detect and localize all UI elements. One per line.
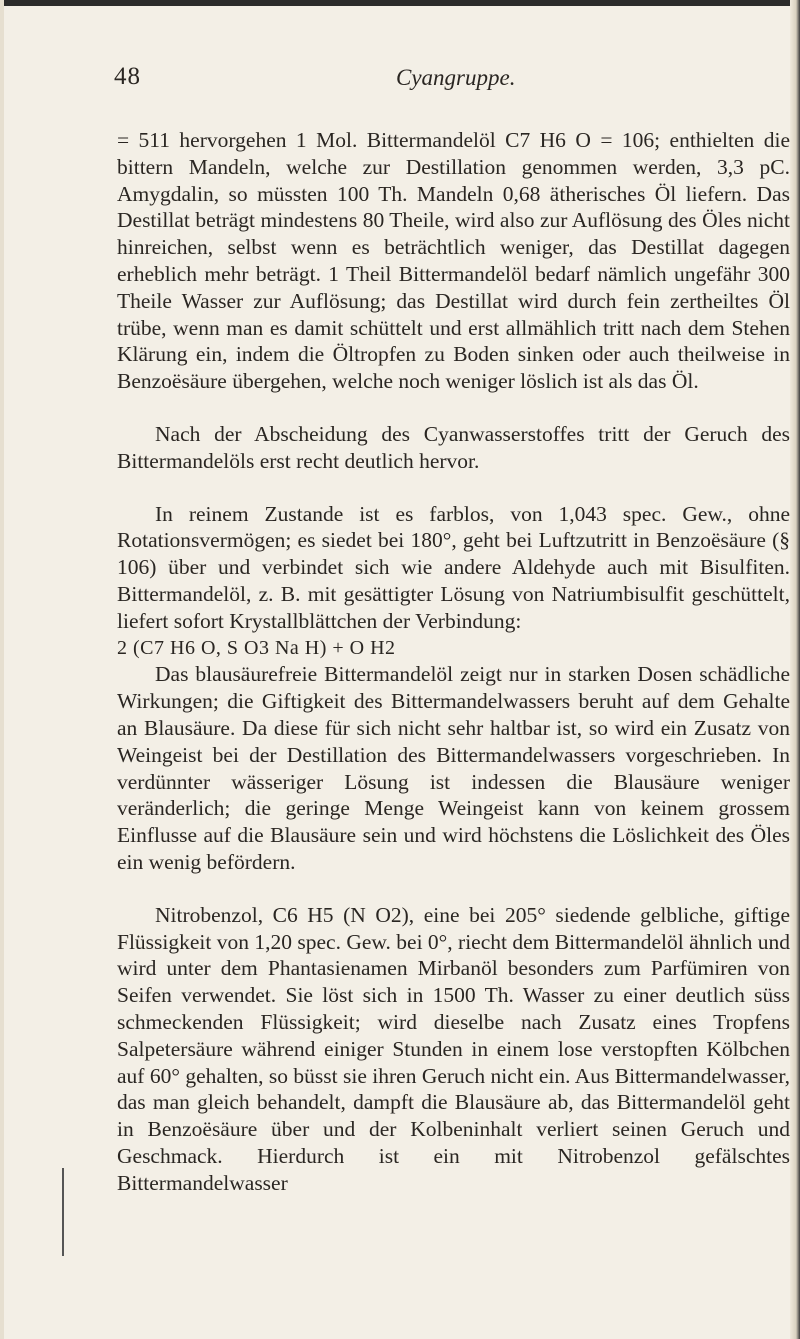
paragraph-2: Nach der Abscheidung des Cyanwasserstoffes tritt der Geruch des Bittermandelöls erst recht deutlich hervor. [117,421,790,473]
page-number: 48 [114,63,141,90]
running-title: Cyangruppe. [396,65,516,90]
page-top-edge [0,0,800,6]
paragraph-5: Nitrobenzol, C6 H5 (N O2), eine bei 205° siedende gelbliche, giftige Flüssigkeit von 1,20 spec. Gew. bei 0°, riecht dem Bittermandelöl ähnlich und wird unter dem Phantasienamen Mirbanöl besonders zum Parfümiren von Seifen verwendet. Sie löst sich in 1500 Th. Wasser zu einer deutlich süss schmeckenden Flüssigkeit; wird dieselbe nach Zusatz eines Tropfens Salpetersäure während einiger Stunden in einem lose verstopften Kölbchen auf 60° gehalten, so büsst sie ihren Geruch nicht ein. Aus Bittermandelwasser, das man gleich behandelt, dampft die Blausäure ab, das Bittermandelöl geht in Benzoësäure über und der Kolbeninhalt verliert seinen Geruch und Geschmack. Hierdurch ist ein mit Nitrobenzol gefälschtes Bittermandelwasser [117,902,790,1195]
chemical-formula: 2 (C7 H6 O, S O3 Na H) + O H2 [117,636,396,659]
margin-mark [62,1168,64,1256]
body-text [117,127,790,1196]
paragraph-4: Das blausäurefreie Bittermandelöl zeigt nur in starken Dosen schädliche Wirkungen; die Giftigkeit des Bittermandelwassers beruht auf dem Gehalte an Blausäure. Da diese für sich nicht sehr haltbar ist, so wird ein Zusatz von Weingeist bei der Destillation des Bittermandelwassers vorgeschrieben. In verdünnter wässeriger Lösung ist indessen die Blausäure weniger veränderlich; die geringe Menge Weingeist kann von keinem grossem Einflusse auf die Blausäure sein und wird höchstens die Löslichkeit des Öles ein wenig befördern. [117,662,790,874]
page-right-edge [790,0,800,1339]
paragraph-3: In reinem Zustande ist es farblos, von 1,043 spec. Gew., ohne Rotationsvermögen; es siedet bei 180°, geht bei Luftzutritt in Benzoësäure (§ 106) über und verbindet sich wie andere Aldehyde auch mit Bisulfiten. Bittermandelöl, z. B. mit gesättigter Lösung von Natriumbisulfit geschüttelt, liefert sofort Krystallblättchen der Verbindung: [117,501,790,633]
page-left-edge [0,0,4,1339]
paragraph-1: = 511 hervorgehen 1 Mol. Bittermandelöl C7 H6 O = 106; enthielten die bittern Mandeln, welche zur Destillation genommen werden, 3,3 pC. Amygdalin, so müssten 100 Th. Mandeln 0,68 ätherisches Öl liefern. Das Destillat beträgt mindestens 80 Theile, wird also zur Auflösung des Öles nicht hinreichen, selbst wenn es beträchtlich weniger, das Destillat dagegen erheblich mehr beträgt. 1 Theil Bittermandelöl bedarf nämlich ungefähr 300 Theile Wasser zur Auflösung; das Destillat wird durch fein zertheiltes Öl trübe, wenn man es damit schüttelt und erst allmählich tritt nach dem Stehen Klärung ein, indem die Öltropfen zu Boden sinken oder auch theilweise in Benzoësäure übergehen, welche noch weniger löslich ist als das Öl. [117,128,790,394]
page-header [114,63,734,99]
